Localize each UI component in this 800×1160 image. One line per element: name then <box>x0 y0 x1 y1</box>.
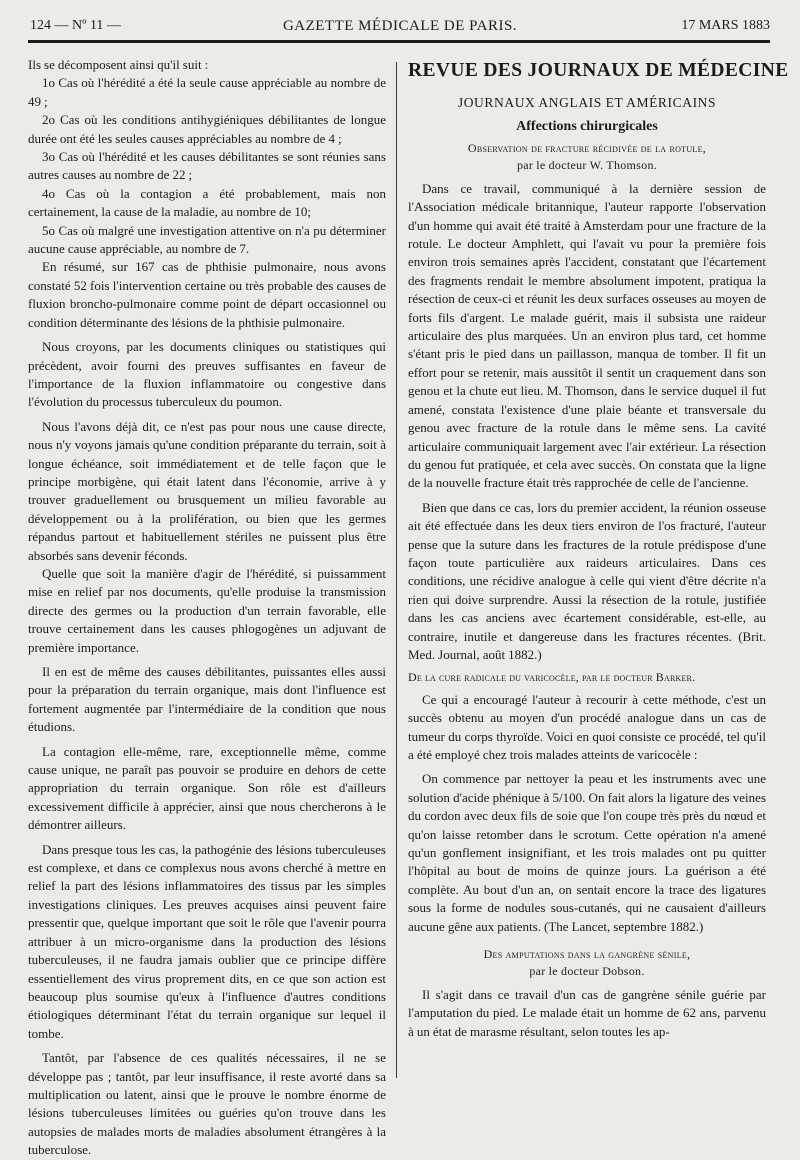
list-item: 5o Cas où malgré une investigation attentive on n'a pu déterminer aucune cause appréciable, au nombre de 7. <box>28 222 386 257</box>
paragraph: Bien que dans ce cas, lors du premier accident, la réunion osseuse ait été effectuée dans les deux tiers environ de l'os fracturé, l'auteur pense que la suture dans les fractures de la rotule prédispose d'une façon toute particulière aux raideurs articulaires. Dans ces conditions, une récidive analogue à celle qui vient d'être décrite n'a rien qui doive surprendre. Aussi la résection de la rotule, justifiée dans les cas anciens avec écartement considérable, est-elle, au contraire, inutile et dangereuse dans les fractures récentes. (Brit. Med. Journal, août 1882.) <box>408 499 766 662</box>
paragraph: Quelle que soit la manière d'agir de l'hérédité, si puissamment mise en relief par nos documents, qu'elle produise la transmission directe des germes ou la production d'un terrain favorable, elle trouve certainement dans les causes phlogogènes un adjuvant de première importance. <box>28 565 386 655</box>
paragraph: Il s'agit dans ce travail d'un cas de gangrène sénile guérie par l'amputation du pied. Le malade était un homme de 62 ans, parvenu à un état de marasme résultant, selon toutes les ap- <box>408 987 766 1039</box>
paragraph: Ce qui a encouragé l'auteur à recourir à cette méthode, c'est un succès obtenu au moyen d'un procédé analogue dans un cas de tumeur du corps thyroïde. Voici en quoi consiste ce procédé, tel qu'il a été employé chez trois malades atteints de varicocèle : <box>408 691 766 762</box>
section-title: Affections chirurgicales <box>516 119 658 135</box>
article-title-text: Observation de fracture récidivée de la rotule, <box>467 140 707 155</box>
paragraph: Tantôt, par l'absence de ces qualités nécessaires, il ne se développe pas ; tantôt, par leur insuffisance, il reste avorté dans sa multiplication ou latent, ainsi que le prouve le nombre énorme de lésions tuberculeuses limitées ou guéries qu'on trouve dans les autopsies de malades morts de maladies absolument étrangères à la tuberculose. <box>28 1050 386 1158</box>
column-divider <box>396 62 397 1078</box>
article-title <box>408 946 766 980</box>
article-author: par le docteur Dobson. <box>529 964 645 979</box>
list-item: 1o Cas où l'hérédité a été la seule cause appréciable au nombre de 49 ; <box>28 75 386 109</box>
running-head <box>30 14 770 38</box>
left-column <box>28 56 386 1160</box>
paragraph: On commence par nettoyer la peau et les instruments avec une solution d'acide phénique à 5/100. On fait alors la ligature des veines du cordon avec deux fils de soie que l'on coupe très près du nœud et qu'on laisse retomber dans le scrotum. Cette opération n'a amené qu'un gonflement insignifiant, et les trois malades ont pu quitter l'hôpital au bout de moins de quinze jours. La guérison a été complète. Au bout d'un an, on sentait encore la trace des ligatures sous la forme de nodules sous-cutanés, qui ne causaient d'ailleurs aucune gêne aux patients. (The Lancet, septembre 1882.) <box>408 771 766 934</box>
article-title-text: Des amputations dans la gangrène sénile, <box>483 947 691 962</box>
subsection-title: JOURNAUX ANGLAIS ET AMÉRICAINS <box>457 95 717 110</box>
paragraph: Dans presque tous les cas, la pathogénie des lésions tuberculeuses est complexe, et dans ce complexus nous avons cherché à mettre en relief la part des lésions inflammatoires des tissus par les simples investigations cliniques. Les preuves acquises ainsi peuvent faire pressentir que, quelque important que soit le rôle que l'avenir pourra attribuer à un micro-organisme dans la production des lésions tuberculeuses, il ne faudra jamais oublier que ce principe diffère essentiellement des virus proprement dits, en ce que son action est beaucoup plus soumise qu'eux à l'influence d'autres conditions étiologiques déterminant l'état du terrain organique sur lequel il tombe. <box>28 841 386 1041</box>
paragraph: Nous croyons, par les documents cliniques ou statistiques qui précèdent, avoir fourni des preuves suffisantes en faveur de l'importance de la fluxion inflammatoire ou congestive dans l'évolution du processus tuberculeux du poumon. <box>28 339 386 410</box>
article-author: par le docteur W. Thomson. <box>516 157 658 172</box>
list-intro: Ils se décomposent ainsi qu'il suit : <box>28 57 209 72</box>
list-item: 3o Cas où l'hérédité et les causes débilitantes se sont réunies sans autres causes au nombre de 22 ; <box>28 149 386 183</box>
paragraph: La contagion elle-même, rare, exceptionnelle même, comme cause unique, ne paraît pas pouvoir se produire en dehors de cette appropriation du terrain organique. Son rôle est d'ailleurs excessivement difficile à apprécier, ainsi que nous chercherons à le démontrer ailleurs. <box>28 743 386 833</box>
list-item: 4o Cas où la contagion a été probablement, mais non certainement, la cause de la maladie, au nombre de 10; <box>28 185 386 220</box>
issue-date: 17 MARS 1883 <box>681 18 770 33</box>
page-number: 124 — Nº 11 — <box>30 18 121 33</box>
paragraph: Nous l'avons déjà dit, ce n'est pas pour nous une cause directe, nous n'y voyons jamais qu'une condition préparante du terrain, soit à longue échéance, soit immédiatement et de telle façon que le principe morbigène, qui était latent dans l'économie, arrive à y trouver graduellement ou brusquement un milieu favorable au développement ou à la prolifération, ou bien que les germes répandus partout et habituellement stériles ne puissent plus être absorbés sans devenir féconds. <box>28 418 386 563</box>
revue-title: REVUE DES JOURNAUX DE MÉDECINE <box>408 60 789 81</box>
list-item: 2o Cas où les conditions antihygiéniques débilitantes de longue durée ont été les seules causes appréciables au nombre de 4 ; <box>28 112 386 146</box>
paragraph: Il en est de même des causes débilitantes, puissantes elles aussi pour la préparation du terrain organique, mais dont l'influence est fortement augmentée par l'intermédiaire de la condition que nous étudions. <box>28 664 386 735</box>
header-rule <box>28 40 770 43</box>
right-column <box>408 56 789 1041</box>
paragraph: Dans ce travail, communiqué à la dernière session de l'Association médicale britannique, l'auteur rapporte l'observation d'un homme qui avait été traité à Amsterdam pour une fracture de la rotule. Le docteur Amphlett, qui l'avait vu pour la première fois environ trois semaines après l'accident, constatant que l'écartement des fragments rendait le membre absolument impotent, pratiqua la résection de ceux-ci et réunit les deux surfaces osseuses au moyen de forts fils d'argent. Le malade guérit, mais il subsista une raideur articulaire des plus marquées. Un an environ plus tard, cet homme s'étant pris le pied dans un paillasson, manqua de tomber. Il fit un effort pour se retenir, mais aussitôt il sentit un craquement dans son genou et la chute eut lieu. M. Thomson, dans le service duquel il fut amené, constata l'existence d'une plaie béante et transversale du genou avec fracture de la rotule dans le même sens. La cavité articulaire communiquait largement avec l'air extérieur. La résection du genou fut pratiquée, et cela avec succès. On constata que la ligne de la nouvelle fracture était très rapprochée de celle de l'ancienne. <box>408 180 766 491</box>
paragraph: En résumé, sur 167 cas de phthisie pulmonaire, nous avons constaté 52 fois l'intervention certaine ou très probable des causes de fluxion broncho-pulmonaire comme point de départ occasionnel ou condition déterminante des lésions de la phthisie pulmonaire. <box>28 259 386 330</box>
article-title <box>408 140 766 174</box>
journal-title: GAZETTE MÉDICALE DE PARIS. <box>282 18 518 34</box>
article-title: De la cure radicale du varicocèle, par le docteur Barker. <box>408 670 696 685</box>
